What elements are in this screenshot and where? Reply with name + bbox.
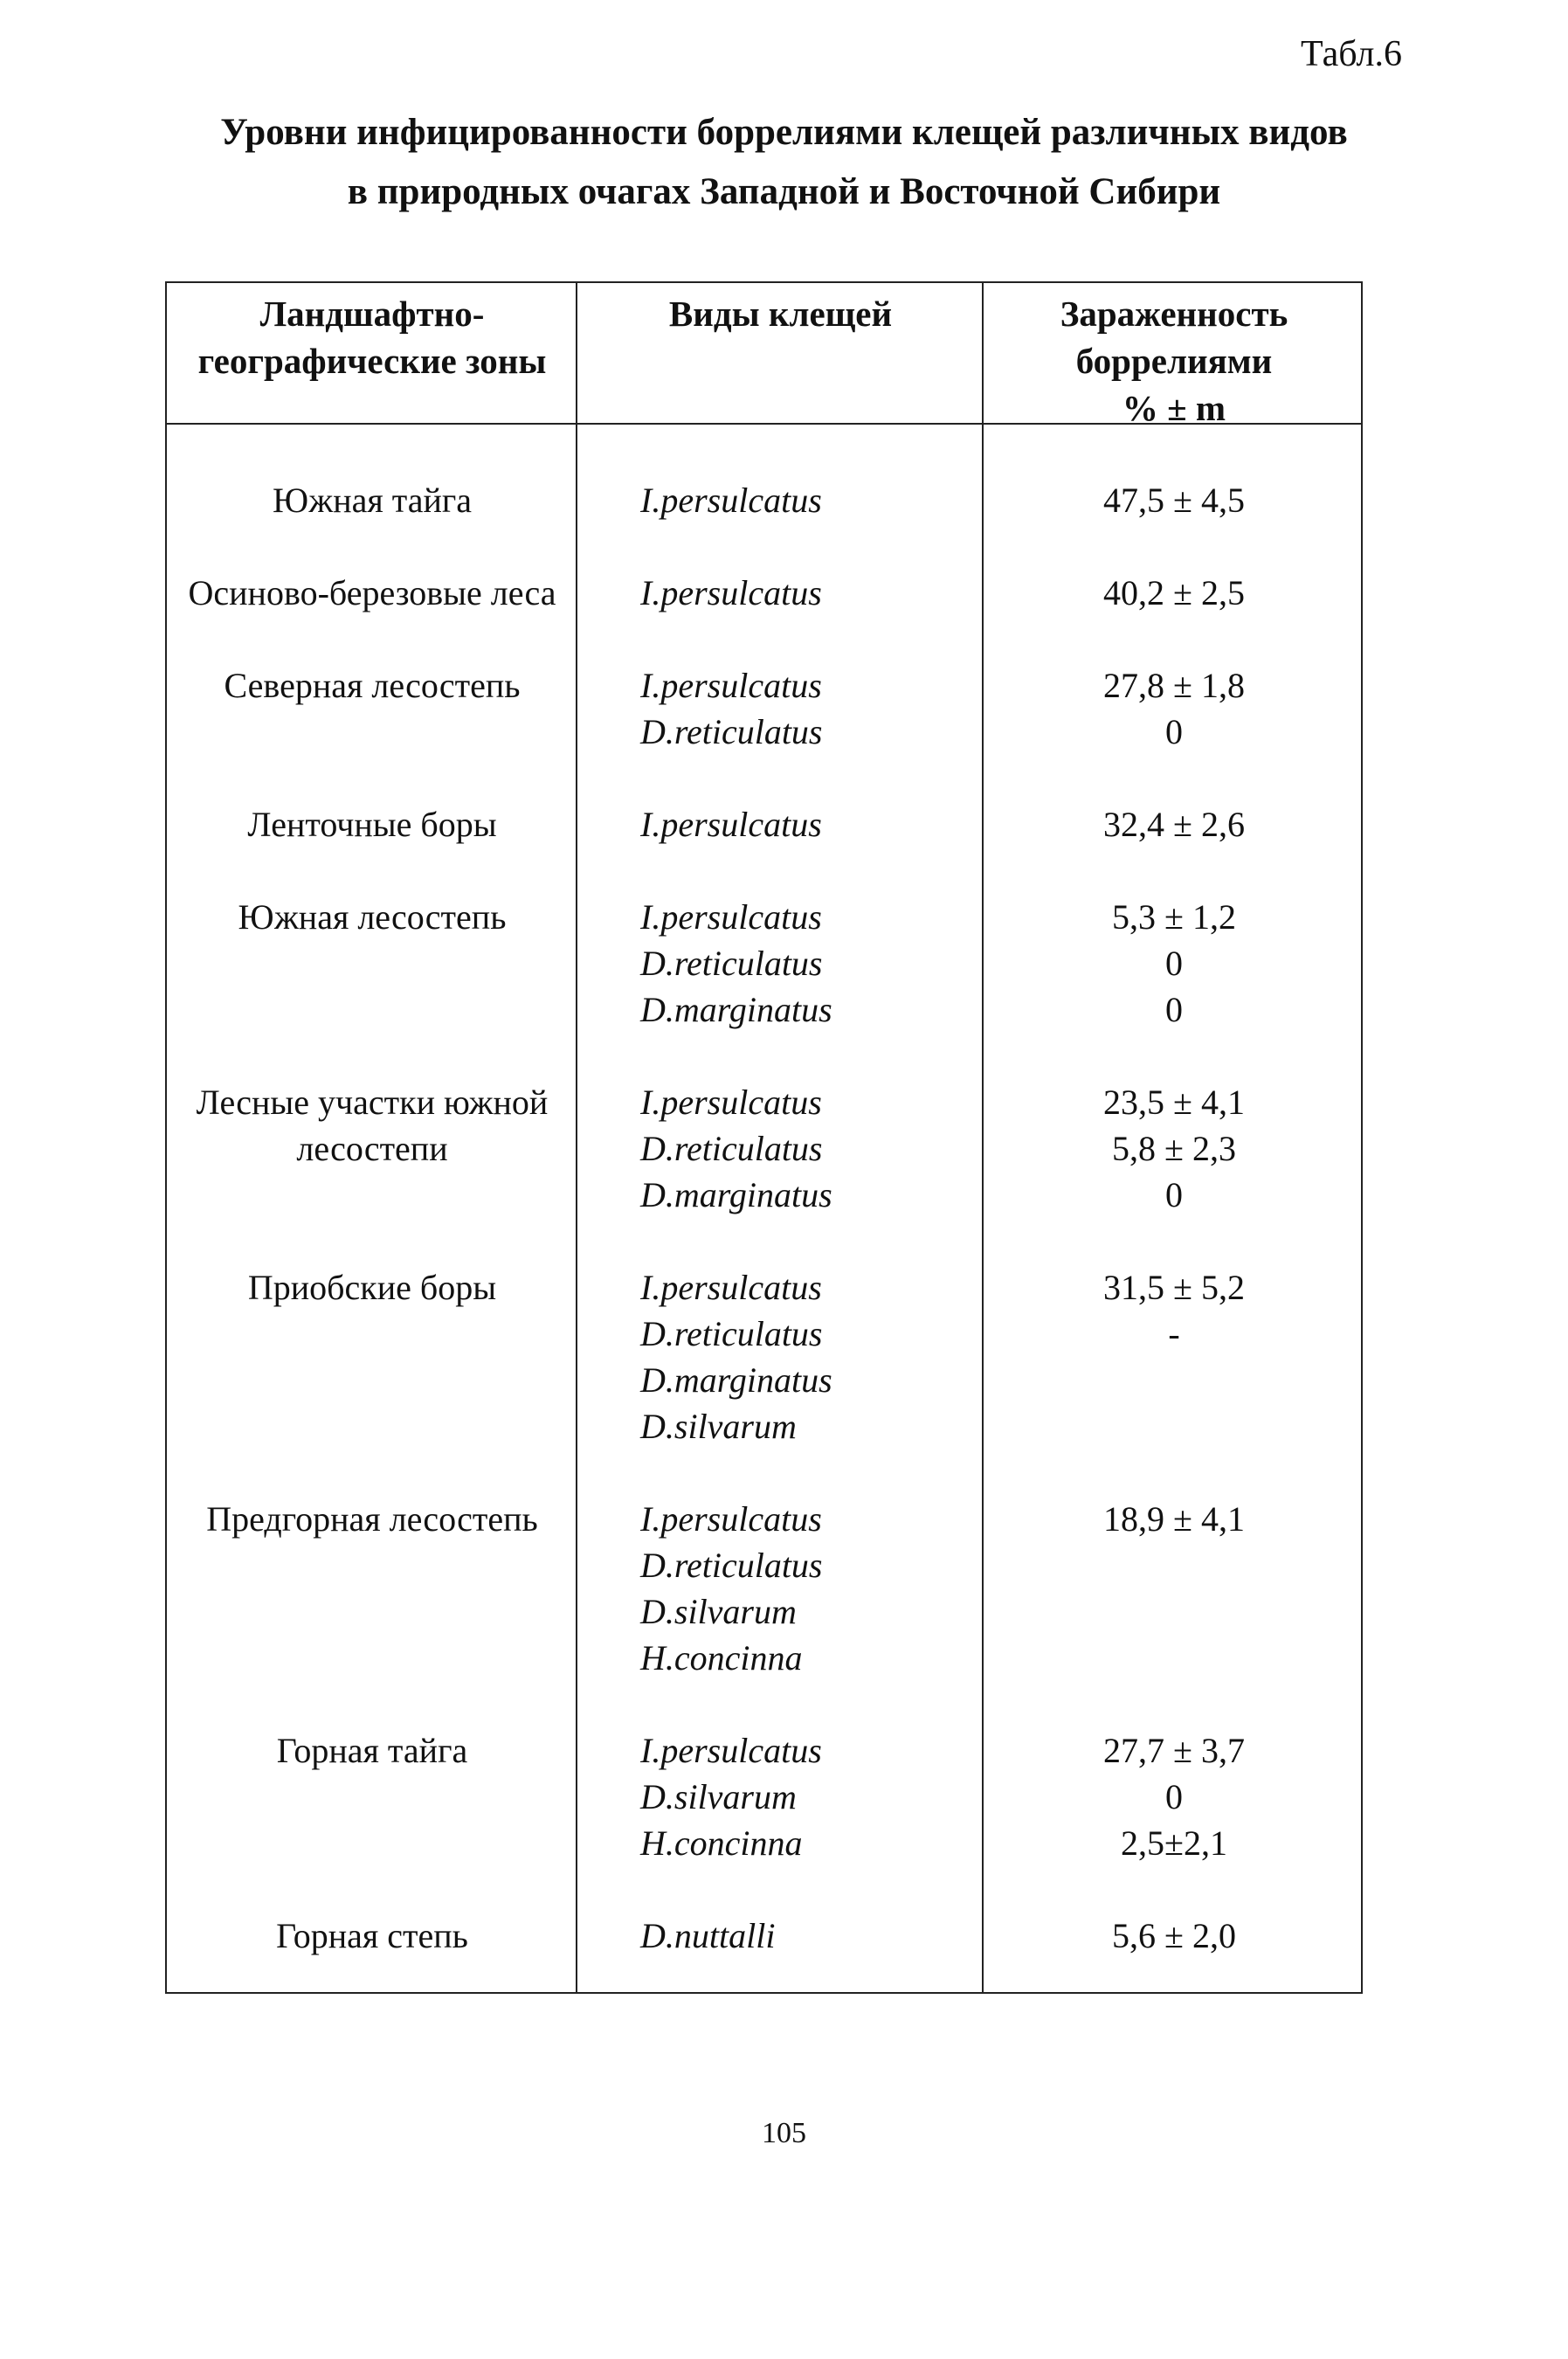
zone-cell: [167, 477, 577, 523]
table-body: [167, 477, 1361, 2005]
species-name: D.reticulatus: [640, 712, 823, 751]
table-row: [167, 1079, 1361, 1218]
species-name: D.nuttalli: [640, 1916, 776, 1955]
infection-rate: 32,4 ± 2,6: [1103, 805, 1245, 844]
species-cell: [577, 894, 984, 1033]
zone-name: Ленточные боры: [247, 805, 497, 844]
zone-cell: [167, 1913, 577, 1959]
header-line: географические зоны: [197, 341, 547, 381]
infection-rate: 18,9 ± 4,1: [1103, 1499, 1245, 1539]
species-name: I.persulcatus: [640, 1083, 822, 1122]
header-species: [577, 290, 984, 337]
species-name: D.reticulatus: [640, 1129, 823, 1168]
header-zones: [167, 290, 577, 384]
infection-rate-cell: [984, 662, 1364, 755]
zone-name: лесостепи: [296, 1129, 448, 1168]
species-name: I.persulcatus: [640, 481, 822, 520]
header-line: Виды клещей: [668, 294, 893, 334]
header-line: Ландшафтно-: [259, 294, 485, 334]
species-name: D.marginatus: [640, 1175, 832, 1214]
species-name: H.concinna: [640, 1638, 803, 1678]
species-cell: [577, 1913, 984, 1959]
infection-rate: 0: [1165, 712, 1183, 751]
zone-name: Осиново-березовые леса: [188, 573, 556, 612]
zone-cell: [167, 1079, 577, 1218]
infection-rate: 31,5 ± 5,2: [1103, 1268, 1245, 1307]
zone-name: Предгорная лесостепь: [206, 1499, 538, 1539]
species-name: I.persulcatus: [640, 573, 822, 612]
infection-rate: 5,6 ± 2,0: [1112, 1916, 1236, 1955]
infection-rate-cell: [984, 1496, 1364, 1681]
species-cell: [577, 801, 984, 847]
zone-name: Горная тайга: [276, 1731, 468, 1770]
species-cell: [577, 1264, 984, 1449]
zone-cell: [167, 1496, 577, 1681]
species-cell: [577, 477, 984, 523]
species-name: D.silvarum: [640, 1592, 797, 1631]
header-line: боррелиями: [1075, 341, 1273, 381]
species-name: D.reticulatus: [640, 1546, 823, 1585]
table-row: [167, 1496, 1361, 1681]
infection-rate: 5,3 ± 1,2: [1112, 897, 1236, 937]
infection-rate-cell: [984, 570, 1364, 616]
species-name: I.persulcatus: [640, 897, 822, 937]
page-number: 105: [762, 2117, 806, 2149]
zone-name: Южная лесостепь: [238, 897, 507, 937]
infection-rate: 0: [1165, 944, 1183, 983]
species-name: I.persulcatus: [640, 805, 822, 844]
species-name: D.silvarum: [640, 1777, 797, 1816]
title-line: Уровни инфицированности боррелиями клещей различных видов: [220, 112, 1348, 153]
table-row: [167, 477, 1361, 523]
zone-name: Северная лесостепь: [224, 666, 521, 705]
table-row: [167, 894, 1361, 1033]
infection-rate-cell: [984, 801, 1364, 847]
infection-rate: 0: [1165, 1777, 1183, 1816]
infection-rate: 0: [1165, 990, 1183, 1029]
infection-rate: 0: [1165, 1175, 1183, 1214]
species-name: D.marginatus: [640, 990, 832, 1029]
table-row: [167, 1264, 1361, 1449]
header-line: % ± m: [1122, 388, 1226, 428]
species-cell: [577, 1727, 984, 1866]
header-line: Зараженность: [1060, 294, 1288, 334]
species-name: D.reticulatus: [640, 1314, 823, 1353]
species-name: H.concinna: [640, 1823, 803, 1863]
infection-table: [165, 281, 1363, 1994]
species-name: I.persulcatus: [640, 1731, 822, 1770]
species-name: I.persulcatus: [640, 1268, 822, 1307]
zone-name: Южная тайга: [272, 481, 473, 520]
infection-rate-cell: [984, 894, 1364, 1033]
species-cell: [577, 1079, 984, 1218]
species-cell: [577, 570, 984, 616]
zone-name: Горная степь: [276, 1916, 468, 1955]
zone-cell: [167, 662, 577, 755]
infection-rate: 23,5 ± 4,1: [1103, 1083, 1245, 1122]
zone-cell: [167, 894, 577, 1033]
zone-name: Лесные участки южной: [196, 1083, 549, 1122]
table-row: [167, 662, 1361, 755]
header-infection-rate: [984, 290, 1364, 432]
infection-rate: -: [1168, 1314, 1180, 1353]
table-row: [167, 1913, 1361, 1959]
species-name: I.persulcatus: [640, 666, 822, 705]
infection-rate-cell: [984, 1727, 1364, 1866]
zone-name: Приобские боры: [247, 1268, 497, 1307]
infection-rate: 27,8 ± 1,8: [1103, 666, 1245, 705]
infection-rate: 27,7 ± 3,7: [1103, 1731, 1245, 1770]
species-name: I.persulcatus: [640, 1499, 822, 1539]
zone-cell: [167, 1727, 577, 1866]
species-cell: [577, 1496, 984, 1681]
table-row: [167, 801, 1361, 847]
infection-rate: 2,5±2,1: [1121, 1823, 1227, 1863]
table-row: [167, 1727, 1361, 1866]
table-row: [167, 570, 1361, 616]
species-name: D.marginatus: [640, 1360, 832, 1400]
infection-rate: 40,2 ± 2,5: [1103, 573, 1245, 612]
zone-cell: [167, 570, 577, 616]
infection-rate-cell: [984, 1079, 1364, 1218]
infection-rate-cell: [984, 1264, 1364, 1449]
table-title: [0, 103, 1568, 222]
species-name: D.reticulatus: [640, 944, 823, 983]
table-label: Табл.6: [1300, 34, 1402, 74]
zone-cell: [167, 801, 577, 847]
zone-cell: [167, 1264, 577, 1449]
species-name: D.silvarum: [640, 1407, 797, 1446]
infection-rate-cell: [984, 477, 1364, 523]
infection-rate: 5,8 ± 2,3: [1112, 1129, 1236, 1168]
infection-rate: 47,5 ± 4,5: [1103, 481, 1245, 520]
species-cell: [577, 662, 984, 755]
title-line: в природных очагах Западной и Восточной Сибири: [347, 171, 1221, 212]
infection-rate-cell: [984, 1913, 1364, 1959]
